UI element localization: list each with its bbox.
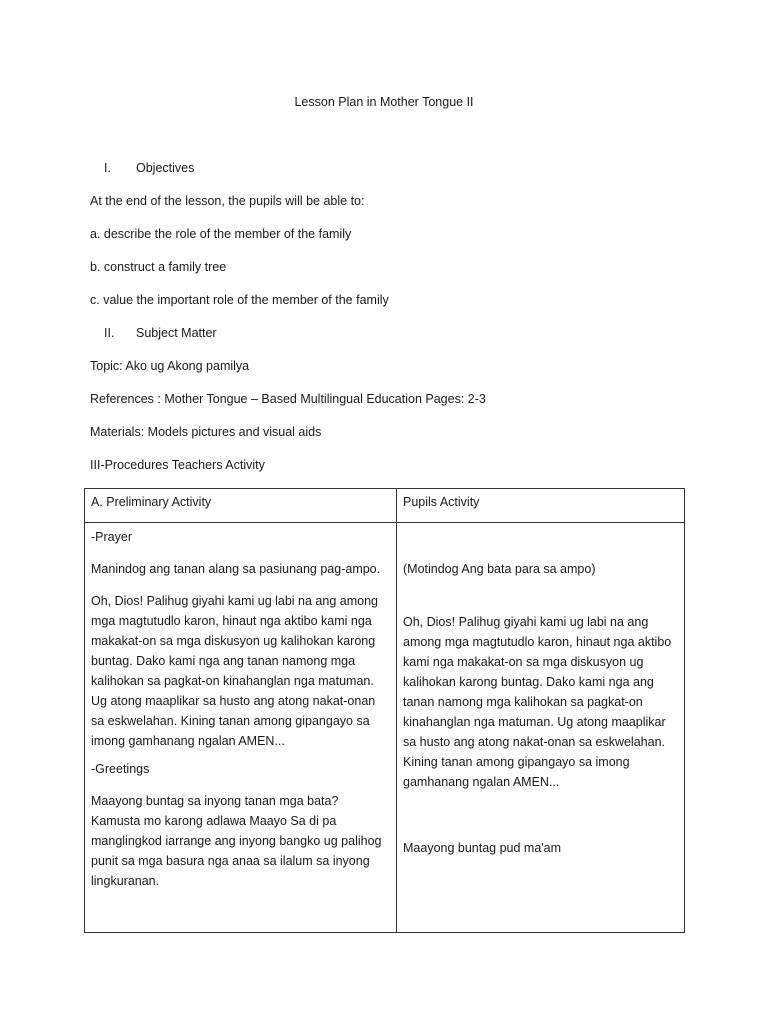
teacher-greetings-text: Maayong buntag sa inyong tanan mga bata? Kamusta mo karong adlawa Maayo Sa di pa manglingkod iarrange ang inyong bangko ug palihog punit sa mga basura nga anaa sa ilalum sa inyong lingkuranan.: [91, 794, 382, 888]
activity-table: [84, 488, 685, 933]
pupils-greetings-response: Maayong buntag pud ma'am: [403, 841, 562, 855]
prayer-instruction: Manindog ang tanan alang sa pasiunang pag-ampo.: [91, 562, 381, 576]
section-title: Subject Matter: [136, 326, 217, 340]
section-objectives-heading: [104, 161, 194, 175]
pupils-activity-cell: [397, 523, 685, 933]
teacher-prayer-text: Oh, Dios! Palihug giyahi kami ug labi na ang among mga magtutudlo karon, hinaut nga aktibo kami nga makakat-on sa mga diskusyon ug kalihokan karong buntag. Dako kami nga ang tanan namong mga kalihokan sa pagkat-on kinahanglan nga matuman. Ug atong maaplikar sa husto ang atong nakat-onan sa eskwelahan. Kining tanan among gipangayo sa imong gamhanang ngalan AMEN...: [91, 594, 378, 748]
objective-item-a: a. describe the role of the member of the family: [90, 227, 352, 241]
references-line: References : Mother Tongue – Based Multilingual Education Pages: 2-3: [90, 392, 486, 406]
teacher-activity-cell: [85, 523, 397, 933]
objectives-intro: At the end of the lesson, the pupils will be able to:: [90, 194, 365, 208]
objective-item-b: b. construct a family tree: [90, 260, 227, 274]
header-preliminary-activity: A. Preliminary Activity: [85, 489, 397, 523]
topic-line: Topic: Ako ug Akong pamilya: [90, 359, 250, 373]
materials-line: Materials: Models pictures and visual aids: [90, 425, 322, 439]
section-number: II.: [104, 326, 115, 340]
objective-item-c: c. value the important role of the member of the family: [90, 293, 389, 307]
table-row: [85, 523, 685, 933]
greetings-label: -Greetings: [91, 762, 150, 776]
document-title: Lesson Plan in Mother Tongue II: [294, 95, 474, 109]
section-title: Objectives: [136, 161, 195, 175]
table-header-row: [85, 489, 685, 523]
section-number: I.: [104, 161, 111, 175]
procedures-heading: III-Procedures Teachers Activity: [90, 458, 265, 472]
section-subject-matter-heading: [104, 326, 217, 340]
header-pupils-activity: Pupils Activity: [397, 489, 685, 523]
pupils-prayer-text: Oh, Dios! Palihug giyahi kami ug labi na ang among mga magtutudlo karon, hinaut nga aktibo kami nga makakat-on sa mga diskusyon ug kalihokan karong buntag. Dako kami nga ang tanan namong mga kalihokan sa pagkat-on kinahanglan nga matuman. Ug atong maaplikar sa husto ang atong nakat-onan sa eskwelahan. Kining tanan among gipangayo sa imong gamhanang ngalan AMEN...: [403, 615, 672, 789]
prayer-label: -Prayer: [91, 530, 132, 544]
pupils-prayer-response: (Motindog Ang bata para sa ampo): [403, 562, 596, 576]
